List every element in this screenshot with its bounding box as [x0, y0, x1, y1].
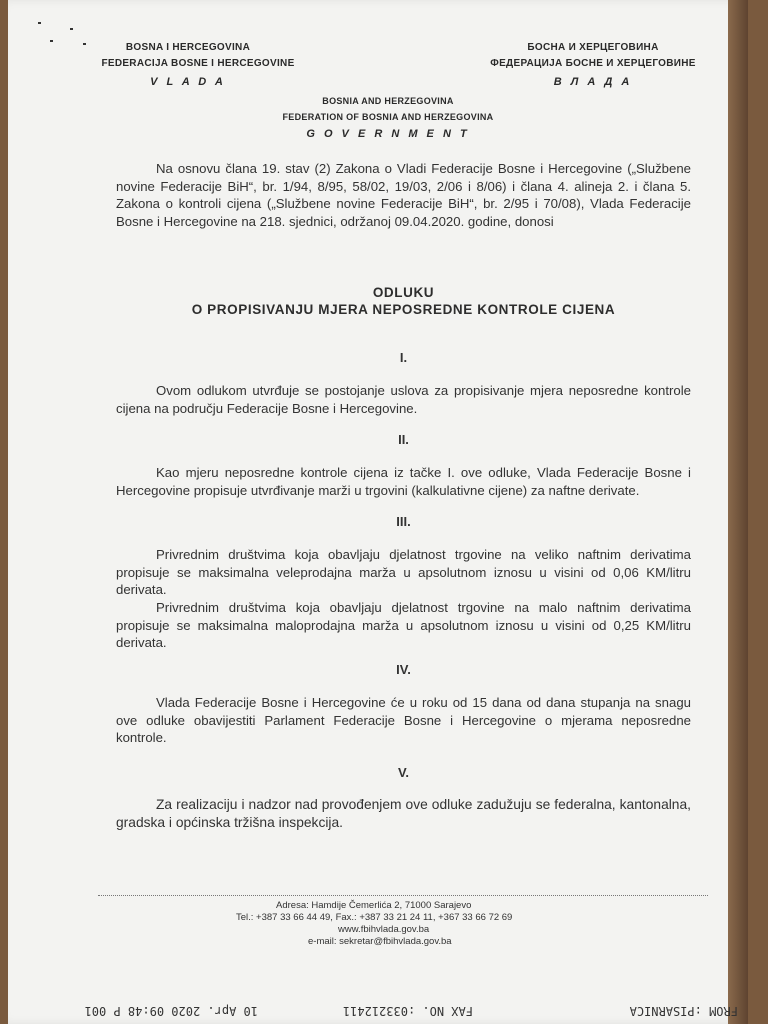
- fax-header-line: [38, 998, 738, 1018]
- header-left-federation: FEDERACIJA BOSNE I HERCEGOVINE: [101, 58, 295, 69]
- header-right-government: В Л А Д А: [553, 76, 633, 88]
- section-number: II.: [398, 432, 409, 447]
- header-en-country: BOSNIA AND HERZEGOVINA: [322, 96, 454, 106]
- header-right-federation: ФЕДЕРАЦИЈА БОСНЕ И ХЕРЦЕГОВИНЕ: [490, 58, 696, 69]
- section-text: Ovom odlukom utvrđuje se postojanje uslova za propisivanje mjera neposredne kontrole cijena na području Federacije Bosne i Hercegovine.: [116, 383, 691, 416]
- fax-from: FROM :PISARNICA: [629, 1004, 738, 1018]
- section-text: Privrednim društvima koja obavljaju djelatnost trgovine na veliko naftnim derivatima propisuje se maksimalna veleprodajna marža u apsolutnom iznosu u visini od 0,06 KM/litru derivata.: [116, 547, 691, 597]
- footer-divider: [98, 895, 708, 896]
- footer-phone: Tel.: +387 33 66 44 49, Fax.: +387 33 21 24 11, +367 33 66 72 69: [236, 912, 513, 923]
- section-number: III.: [396, 514, 411, 529]
- fax-number: FAX NO. :033212411: [342, 1004, 473, 1018]
- section-number: IV.: [396, 662, 411, 677]
- footer-website[interactable]: www.fbihvlada.gov.ba: [338, 924, 430, 935]
- scan-speck: [70, 28, 73, 30]
- fax-datetime: 10 Apr. 2020 09:48 P 001: [84, 1004, 258, 1018]
- header-right-country: БОСНА И ХЕРЦЕГОВИНА: [527, 42, 659, 53]
- preamble: Na osnovu člana 19. stav (2) Zakona o Vladi Federacije Bosne i Hercegovine („Službene novine Federacije BiH“, br. 1/94, 8/95, 58/02, 19/03, 2/06 i 8/06) i člana 4. alineja 2. i člana 5. Zakona o kontroli cijena („Službene novine Federacije BiH“, br. 2/95 i 70/08), Vlada Federacije Bosne i Hercegovine na 218. sjednici, održanoj 09.04.2020. godine, donosi: [116, 161, 691, 229]
- scan-speck: [38, 22, 41, 24]
- document-page: [8, 0, 748, 1024]
- section-number: I.: [399, 350, 408, 365]
- scan-speck: [50, 40, 53, 42]
- section-text: Privrednim društvima koja obavljaju djelatnost trgovine na malo naftnim derivatima propisuje se maksimalna maloprodajna marža u apsolutnom iznosu u visini od 0,25 KM/litru derivata.: [116, 600, 691, 650]
- section-text: Za realizaciju i nadzor nad provođenjem ove odluke zadužuju se federalna, kantonalna, gradska i općinska tržišna inspekcija.: [116, 797, 691, 830]
- decision-subtitle: O PROPISIVANJU MJERA NEPOSREDNE KONTROLE CIJENA: [191, 302, 616, 317]
- paper-edge-shadow: [728, 0, 748, 1024]
- scan-speck: [83, 43, 86, 45]
- section-number: V.: [397, 765, 410, 780]
- header-left-government: V L A D A: [150, 76, 226, 88]
- section-text: Vlada Federacije Bosne i Hercegovine će u roku od 15 dana od dana stupanja na snagu ove odluke obavijestiti Parlament Federacije Bosne i Hercegovine o mjerama neposredne kontrole.: [116, 695, 691, 745]
- footer-address: Adresa: Hamdije Čemerlića 2, 71000 Sarajevo: [276, 900, 472, 911]
- footer-email[interactable]: e-mail: sekretar@fbihvlada.gov.ba: [308, 936, 452, 947]
- header-en-federation: FEDERATION OF BOSNIA AND HERZEGOVINA: [282, 112, 494, 122]
- header-en-government: G O V E R N M E N T: [306, 128, 470, 140]
- section-text: Kao mjeru neposredne kontrole cijena iz tačke I. ove odluke, Vlada Federacije Bosne i Hercegovine propisuje utvrđivanje marži u trgovini (kalkulativne cijene) za naftne derivate.: [116, 465, 691, 498]
- decision-title: ODLUKU: [372, 285, 435, 300]
- header-left-country: BOSNA I HERCEGOVINA: [125, 42, 251, 53]
